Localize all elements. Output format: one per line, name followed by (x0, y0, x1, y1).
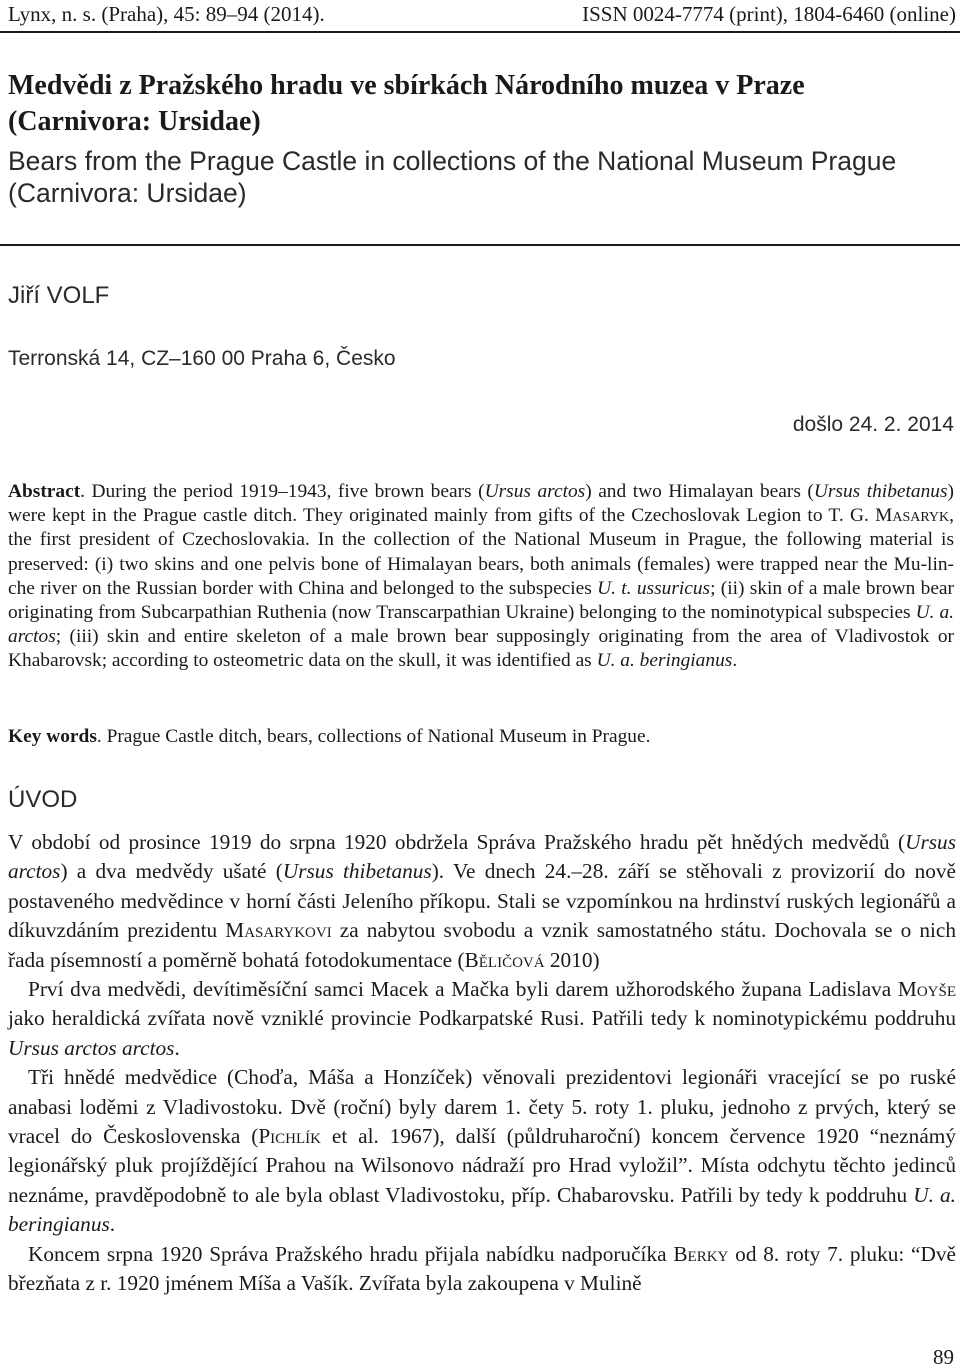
body-text (8, 828, 956, 1299)
keywords-line (8, 725, 954, 749)
species-name: Ursus thibetanus (282, 859, 432, 884)
body-text-run: V období od prosince 1919 do srpna 1920 obdržela Správa Pražského hradu pět hnědých medvědů ( (8, 830, 906, 854)
body-text-run: za nabytou svobodu a vznik samostatného státu. Dochovala se o nich řada písemností a poměrně bohatá fotodokumentace ( (8, 918, 956, 972)
body-text-run: 2010) (544, 947, 600, 972)
abstract-text: ; (iii) skin and entire skeleton of a male brown bear supposingly originating from the area of Vladivostok or Khabarovsk; according to osteometric data on the skull, it was identified as (8, 626, 954, 672)
title-english: Bears from the Prague Castle in collections of the National Museum Prague (Carnivora: Ursidae) (8, 146, 897, 208)
body-text-run: jako heraldická zvířata nově vzniklé provincie Podkarpatské Rusi. Patřili tedy k nominotypickému poddruhu (8, 1006, 956, 1031)
species-name: U. a. arctos (8, 602, 954, 648)
title-czech: Medvědi z Pražského hradu ve sbírkách Národního muzea v Praze (Carnivora: Ursidae) (8, 70, 805, 137)
body-text-run: ) a dva medvědy ušaté ( (60, 859, 283, 884)
body-text-run: Koncem srpna 1920 Správa Pražského hradu přijala nabídku nadporučíka (28, 1241, 674, 1266)
issn-line: ISSN 0024-7774 (print), 1804-6460 (online) (582, 2, 956, 26)
body-text-run: od 8. roty 7. pluku: “Dvě březňata z r. 1920 jménem Míša a Vašík. Zvířata byla zakoupena v Mulině (8, 1241, 956, 1296)
abstract-paragraph (8, 480, 954, 674)
person-name: Moyše (897, 977, 956, 1002)
abstract-text: , the first president of Czechoslovakia. In the collection of the National Museum in Prague, the following material is preserved: (i) two skins and one pelvis bone of Himalayan bears, both animals (females) were trapped near the Mu-lin-che river on the Russian border with China and belonged to the subspecies (8, 505, 954, 599)
body-text-run: Tři hnědé medvědice (Choďa, Máša a Honzíček) věnovali prezidentovi legionáři vracející se po ruské anabasi loděmi z Vladivostoku. Dvě (roční) byly darem 1. čety 5. roty 1. pluku, jednoho z prvých, který se vracel do Československa ( (8, 1065, 956, 1149)
person-name: Masarykovi (225, 918, 332, 943)
keywords-label: Key words (8, 726, 97, 747)
abstract-label: Abstract (8, 481, 81, 502)
author-name: Jiří VOLF (8, 282, 110, 309)
journal-citation: Lynx, n. s. (Praha), 45: 89–94 (2014). (8, 2, 325, 26)
body-text-run: et al. 1967), další (půldruharoční) koncem července 1920 “neznámý legionářský pluk projíždějící Prahou na Wilsonovo nádraží pro Hrad vyložil”. Místa odchytu těchto jedinců neznáme, pravděpodobně to ale byla oblast Vladivostoku, příp. Chabarovsku. Patřili by tedy k poddruhu (8, 1124, 956, 1207)
body-paragraph (8, 1240, 956, 1299)
person-name: Masaryk (875, 505, 950, 527)
page-number: 89 (933, 1345, 954, 1369)
abstract-text: ) and two Himalayan bears ( (585, 481, 814, 502)
abstract-text: ) were kept in the Prague castle ditch. They originated mainly from gifts of the Czechoslovak Legion to T. G. (8, 481, 954, 527)
body-text-run: . (109, 1212, 116, 1237)
body-text-run: ). Ve dnech 24.–28. září se stěhovali z provizorií do nově postaveného medvědince v horní části Jeleního příkopu. Stali se vzpomínkou na hrdinství ruských legionářů a díkuvzdáním prezidentu (8, 859, 956, 943)
section-heading: ÚVOD (8, 786, 78, 813)
person-name: Berky (673, 1241, 729, 1266)
citation-author: Běličová (464, 947, 545, 972)
species-name: U. t. ussuricus (597, 577, 711, 599)
citation-author: Pichlík (258, 1124, 321, 1149)
title-rule (0, 244, 960, 246)
body-text-run: . (174, 1035, 180, 1060)
species-name: U. a. beringianus (596, 650, 733, 672)
received-date: došlo 24. 2. 2014 (792, 413, 954, 436)
header-rule (0, 31, 960, 33)
abstract-text: . (732, 650, 738, 672)
body-paragraph (8, 1063, 956, 1239)
author-address: Terronská 14, CZ–160 00 Praha 6, Česko (8, 347, 396, 370)
species-name: Ursus arctos (484, 481, 586, 502)
keywords-text: . Prague Castle ditch, bears, collections of National Museum in Prague. (96, 726, 651, 747)
body-paragraph (8, 975, 956, 1063)
species-name: Ursus thibetanus (813, 481, 948, 502)
body-paragraph (8, 828, 956, 975)
species-name: Ursus arctos (8, 830, 956, 884)
species-name: Ursus arctos arctos (8, 1035, 175, 1060)
abstract-text: ; (ii) skin of a male brown bear originating from Subcarpathian Ruthenia (now Transcarpathian Ukraine) belonging to the nominotypical subspecies (8, 577, 954, 624)
abstract-block (8, 480, 954, 674)
body-text-run: Prví dva medvědi, devítiměsíční samci Macek a Mačka byli darem užhorodského župana Ladislava (28, 977, 898, 1002)
abstract-text: . During the period 1919–1943, five brown bears ( (80, 481, 485, 502)
species-name: U. a. beringianus (8, 1182, 956, 1237)
